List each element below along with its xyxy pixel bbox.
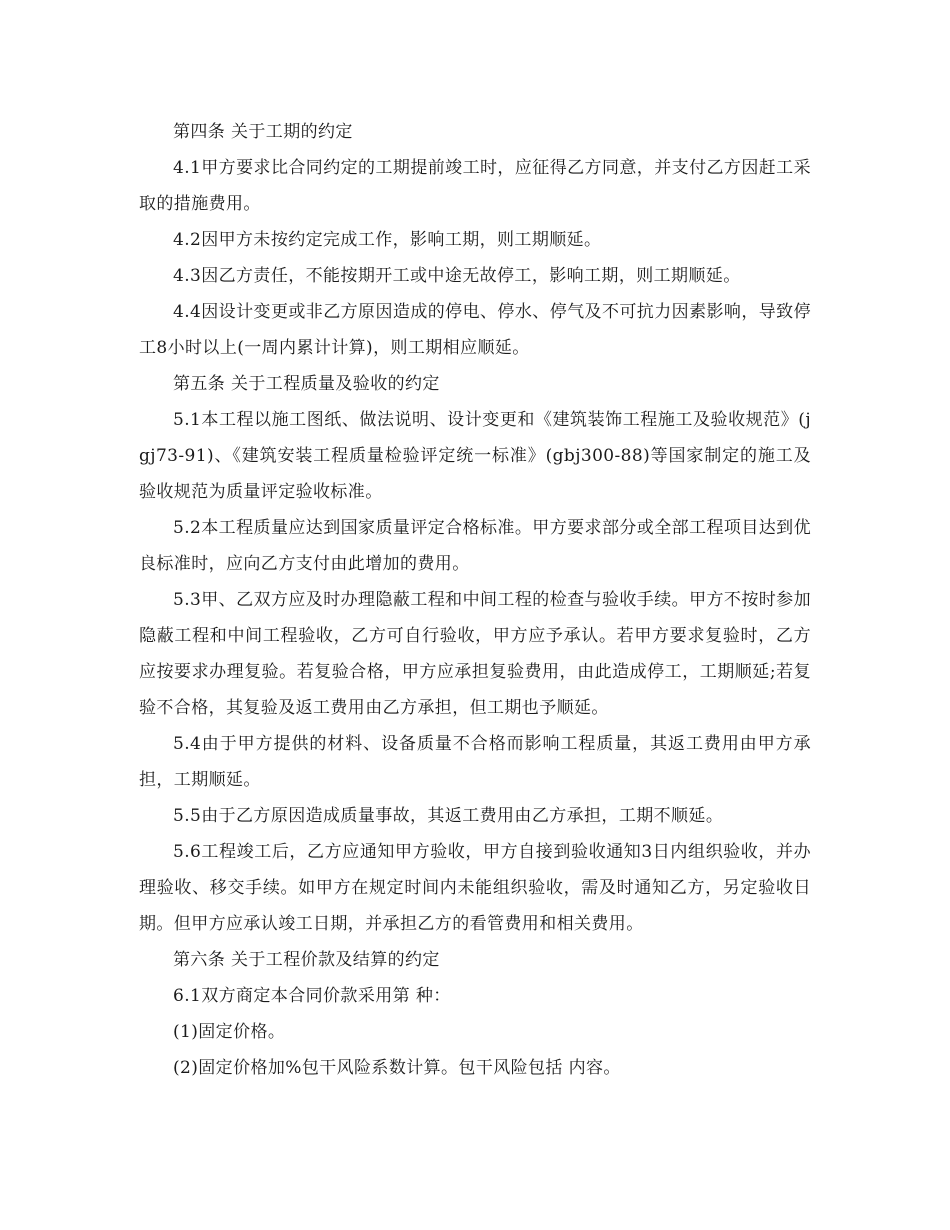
document-body [139, 114, 811, 1086]
clause-5-1: 5.1本工程以施工图纸、做法说明、设计变更和《建筑装饰工程施工及验收规范》(jgj73-91)、《建筑安装工程质量检验评定统一标准》(gbj300-88)等国家制定的施工及验收规范为质量评定验收标准。 [139, 410, 811, 502]
option-2: (2)固定价格加%包干风险系数计算。包干风险包括 内容。 [173, 1058, 621, 1078]
clause-5-3: 5.3甲、乙双方应及时办理隐蔽工程和中间工程的检查与验收手续。甲方不按时参加隐蔽工程和中间工程验收，乙方可自行验收，甲方应予承认。若甲方要求复验时，乙方应按要求办理复验。若复验合格，甲方应承担复验费用，由此造成停工，工期顺延;若复验不合格，其复验及返工费用由乙方承担，但工期也予顺延。 [139, 590, 811, 718]
clause-4-4: 4.4因设计变更或非乙方原因造成的停电、停水、停气及不可抗力因素影响，导致停工8小时以上(一周内累计计算)，则工期相应顺延。 [139, 302, 811, 358]
clause-5-5: 5.5由于乙方原因造成质量事故，其返工费用由乙方承担，工期不顺延。 [173, 806, 724, 826]
clause-5-6: 5.6工程竣工后，乙方应通知甲方验收，甲方自接到验收通知3日内组织验收，并办理验收、移交手续。如甲方在规定时间内未能组织验收，需及时通知乙方，另定验收日期。但甲方应承认竣工日期，并承担乙方的看管费用和相关费用。 [139, 842, 811, 934]
section-heading-4: 第四条 关于工期的约定 [173, 122, 353, 142]
section-heading-5: 第五条 关于工程质量及验收的约定 [173, 374, 440, 394]
option-1: (1)固定价格。 [173, 1022, 286, 1042]
clause-5-2: 5.2本工程质量应达到国家质量评定合格标准。甲方要求部分或全部工程项目达到优良标准时，应向乙方支付由此增加的费用。 [139, 518, 811, 574]
clause-4-2: 4.2因甲方未按约定完成工作，影响工期，则工期顺延。 [173, 230, 602, 250]
clause-4-1: 4.1甲方要求比合同约定的工期提前竣工时，应征得乙方同意，并支付乙方因赶工采取的措施费用。 [139, 158, 811, 214]
section-heading-6: 第六条 关于工程价款及结算的约定 [173, 950, 440, 970]
clause-5-4: 5.4由于甲方提供的材料、设备质量不合格而影响工程质量，其返工费用由甲方承担，工期顺延。 [139, 734, 811, 790]
clause-6-1: 6.1双方商定本合同价款采用第 种： [173, 986, 451, 1006]
clause-4-3: 4.3因乙方责任，不能按期开工或中途无故停工，影响工期，则工期顺延。 [173, 266, 741, 286]
